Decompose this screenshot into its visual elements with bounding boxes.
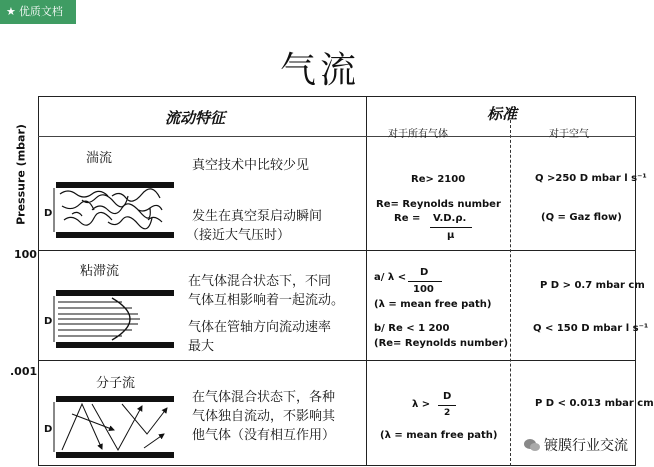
col-divider-dashed bbox=[510, 120, 511, 466]
viscous-crit3: b/ Re < 1 200 bbox=[374, 323, 450, 334]
turbulent-crit3-den: μ bbox=[447, 230, 455, 241]
molecular-name: 分子流 bbox=[96, 376, 136, 391]
viscous-crit1-den: 100 bbox=[413, 284, 434, 295]
molecular-crit2: (λ = mean free path) bbox=[380, 430, 498, 441]
header-divider bbox=[38, 136, 636, 137]
page-title: 气流 bbox=[279, 50, 360, 91]
turbulent-name: 湍流 bbox=[86, 151, 113, 166]
viscous-desc1a: 在气体混合状态下，不同 bbox=[188, 274, 332, 289]
turbulent-crit2: Re= Reynolds number bbox=[376, 199, 501, 210]
viscous-pipe-label: D bbox=[44, 316, 53, 327]
viscous-crit1-lhs: a/ λ < bbox=[374, 272, 407, 283]
header-air: 对于空气 bbox=[549, 129, 589, 140]
molecular-desc1b: 气体独自流动，不影响其 bbox=[192, 409, 336, 424]
molecular-crit1-den: 2 bbox=[444, 408, 451, 418]
quality-doc-badge bbox=[0, 0, 76, 24]
turbulent-crit3-num: V.D.ρ. bbox=[433, 213, 467, 224]
star-icon: ★ bbox=[6, 5, 16, 18]
row-divider-1 bbox=[38, 250, 636, 251]
turbulent-fraction-bar bbox=[430, 227, 472, 228]
molecular-desc1a: 在气体混合状态下，各种 bbox=[192, 390, 336, 405]
viscous-desc2a: 气体在管轴方向流动速率 bbox=[188, 320, 332, 335]
molecular-crit1-lhs: λ > bbox=[412, 399, 431, 410]
header-standard: 标准 bbox=[487, 105, 518, 123]
header-feature: 流动特征 bbox=[165, 109, 226, 127]
turbulent-crit3-lhs: Re = bbox=[394, 213, 421, 224]
viscous-desc1b: 气体互相影响着一起流动。 bbox=[188, 293, 345, 308]
viscous-air1: P D > 0.7 mbar cm bbox=[540, 280, 645, 291]
viscous-crit1-num: D bbox=[420, 267, 429, 278]
molecular-crit1-num: D bbox=[443, 391, 452, 402]
turbulent-pipe-diagram bbox=[52, 180, 178, 240]
turbulent-pipe-label: D bbox=[44, 208, 53, 219]
turbulent-air1: Q >250 D mbar l s⁻¹ bbox=[535, 173, 647, 184]
watermark bbox=[524, 435, 628, 455]
viscous-name: 粘滞流 bbox=[80, 264, 120, 279]
molecular-fraction-bar bbox=[438, 405, 456, 406]
molecular-desc1c: 他气体（没有相互作用） bbox=[192, 428, 336, 443]
molecular-air1: P D < 0.013 mbar cm bbox=[535, 398, 654, 409]
badge-label: 优质文档 bbox=[18, 5, 63, 18]
watermark-text: 镀膜行业交流 bbox=[544, 438, 628, 454]
viscous-desc2b: 最大 bbox=[188, 339, 215, 354]
viscous-crit4: (Re= Reynolds number) bbox=[374, 338, 509, 349]
molecular-pipe-label: D bbox=[44, 424, 53, 435]
tick-100: 100 bbox=[14, 248, 37, 261]
header-all-gas: 对于所有气体 bbox=[388, 129, 448, 140]
turbulent-crit1: Re> 2100 bbox=[411, 174, 466, 185]
turbulent-desc2a: 发生在真空泵启动瞬间 bbox=[192, 209, 323, 224]
turbulent-desc1: 真空技术中比较少见 bbox=[192, 158, 310, 173]
viscous-fraction-bar bbox=[408, 281, 442, 282]
tick-001: .001 bbox=[10, 365, 38, 378]
col-divider bbox=[366, 96, 367, 466]
viscous-crit2: (λ = mean free path) bbox=[374, 299, 492, 310]
row-divider-2 bbox=[38, 360, 636, 361]
molecular-pipe-diagram bbox=[52, 394, 178, 460]
viscous-pipe-diagram bbox=[52, 288, 178, 350]
turbulent-desc2b: （接近大气压时） bbox=[186, 228, 291, 243]
turbulent-air2: (Q = Gaz flow) bbox=[541, 212, 622, 223]
viscous-air2: Q < 150 D mbar l s⁻¹ bbox=[533, 323, 649, 334]
wechat-icon bbox=[524, 438, 540, 452]
pressure-axis-label: Pressure (mbar) bbox=[14, 124, 28, 225]
